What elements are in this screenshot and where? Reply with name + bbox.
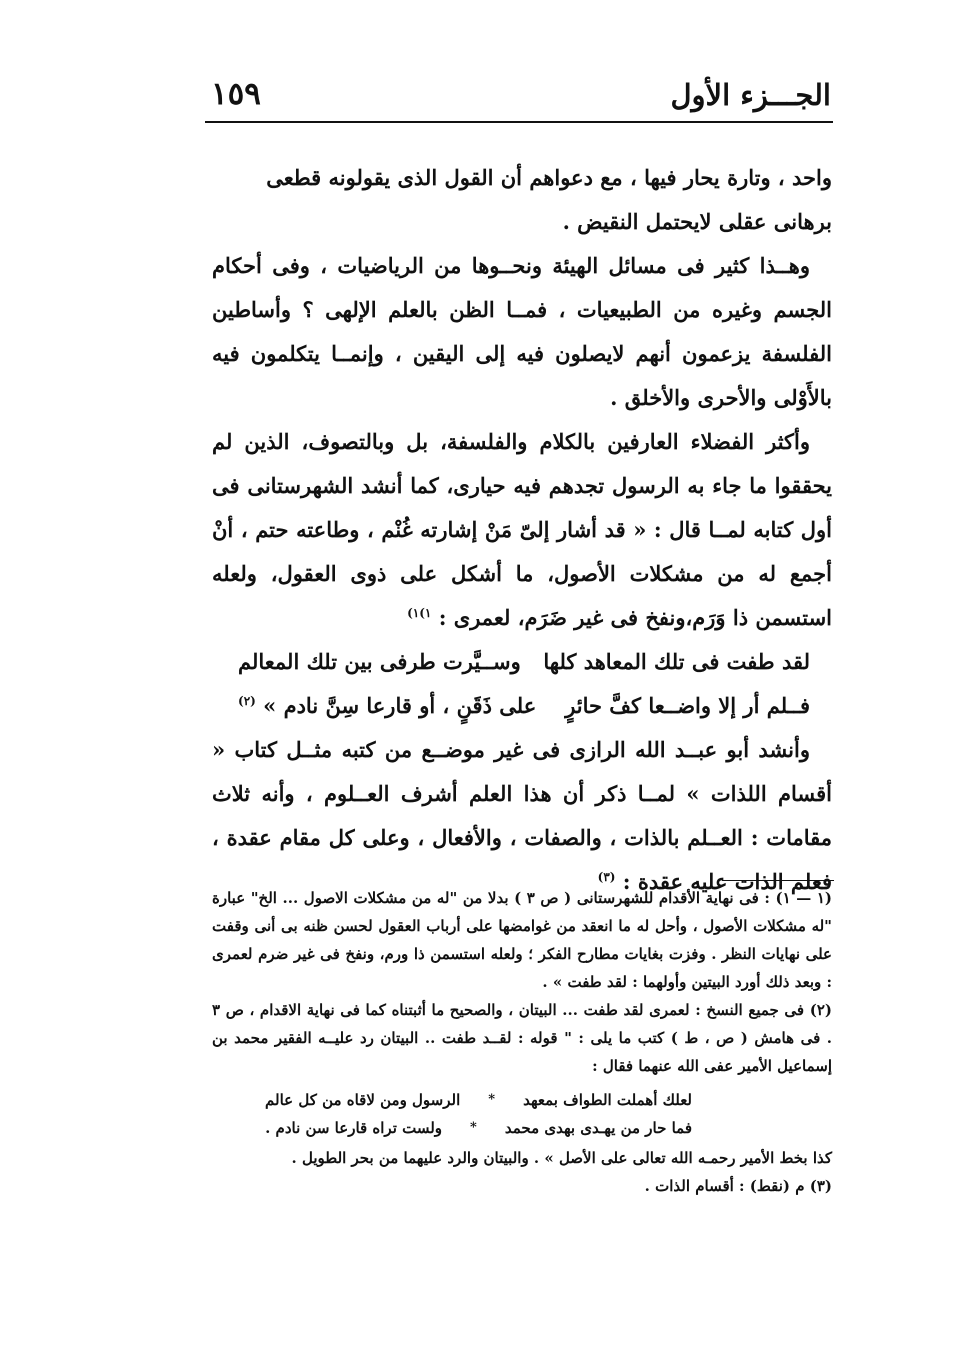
page-number: ١٥٩ [211,76,261,112]
footnote-verse-1 [212,1086,692,1114]
running-title: الجـــزء الأول [670,78,831,112]
paragraph-3 [212,420,832,640]
poem-line-2 [212,684,832,728]
footnote-verse-1-b: الرسول ومن لاقاه من كل عالم [265,1091,461,1109]
poem-line-1-first-hemistich: لقد طفت فى تلك المعاهد كلها [543,649,810,674]
paragraph-1: واحد ، وتارة يحار فيها ، مع دعواهم أن القول الذى يقولونه قطعى برهانى عقلى لايحتمل النقيض . [266,165,832,234]
paragraph-2: وهــذا كثير فى مسائل الهيئة ونحــوها من الرياضيات ، وفى أحكام الجسم وغيره من الطبيعيات ، فمــا الظن بالعلم الإلهى ؟ وأساطين الفلسفة يزعمون أنهم لايصلون فيه إلى اليقين ، وإنمــا يتكلمون فيه بالأَوْلى والأحرى والأخلق . [212,253,832,410]
verse-separator-star: * [488,1092,496,1107]
poem-line-2-first-hemistich: فــلم أر إلا واضــعا كفَّ حائرٍ [565,693,810,718]
footnote-mark-1: ١) [419,606,432,620]
footnote-verse-1-a: لعلك أهملت الطواف بمعهد [523,1091,692,1109]
header-rule [205,121,833,123]
footnote-rule [722,880,834,881]
poem [212,640,832,728]
footnote-1: (١ — ١) : فى نهاية الأقدام للشهرستانى ( ص ٣ ) بدلا من "له من مشكلات الاصول ... الخ" عبارة "له مشكلات الأصول ، وأحل له ما انعقد من غوامضها على أرباب العقول لحسن ظنه بى أنى وقفت على نهايات النظر . وفزت بغايات مطارح الفكر ؛ ولعله استسمن ذا ورم، ونفخ فى غير ضرم لعمرى : وبعد ذلك أورد البيتين وأولهما : لقد طفت » . [212,889,832,991]
paragraph-4 [212,728,832,904]
poem-line-2-second-hemistich [238,684,536,728]
paragraph-4-text: وأنشد أبو عبــد الله الرازى فى غير موضــع من كتبه مثــل كتاب « أقسام اللذات » لمــا ذكر أن هذا العلم أشرف العــلوم ، وأنه ثلاث مقامات : العــلم بالذات ، والصفات ، والأفعال ، وعلى كل مقام عقدة ، فعلم الذات عليه عقدة : [212,737,832,894]
footnote-2-end: كذا بخط الأمير رحمـه الله تعالى على الأصل » . والبيتان والرد عليهما من بحر الطويل . [291,1149,832,1167]
footnote-mark-3: (٣) [597,870,616,884]
verse-separator-star: * [470,1120,477,1135]
footnote-verse-2-a: فما حار من يهـدى بهدى محمد [504,1119,692,1137]
footnotes [212,884,832,1200]
poem-line-1-second-hemistich: وســيَّرت طرفى بين تلك المعالم [238,649,521,674]
poem-line-1 [212,640,832,684]
paragraph-3-text: وأكثر الفضلاء العارفين بالكلام والفلسفة، بل وبالتصوف، الذين لم يحققوا ما جاء به الرسول تجدهم فيه حيارى، كما أنشد الشهرستانى فى أول كتابه لمــا قال : « قد أشار إلىّ مَنْ إشارته غُنْم ، وطاعته حتم ، أنْ أجمع له من مشكلات الأصول، ما أشكل على ذوى العقول، ولعله استسمن ذا وَرَم،ونفخ فى غير ضَرَم، لعمرى : [212,429,832,630]
footnote-3: (٣) م (نقط) : أقسام الذات . [644,1177,832,1195]
footnote-mark-1b: ١) [407,606,420,620]
poem-line-2-second-text: على ذَقَنٍ ، أو قارعا سِنَّ نادم » [263,693,537,718]
footnote-mark-2: (٢) [238,694,256,708]
footnote-2: (٢) فى جميع النسخ : لعمرى لقد طفت ... البيتان ، والصحيح ما أثبتناه كما فى نهاية الاقدام ، ص ٣ . فى هامش ( ص ، ط ) كتب ما يلى : " قوله : لقــد طفت .. البيتان رد عليــه الفقير محمد بن إسماعيل الأمير عفى الله عنهما فقال : [212,1001,832,1075]
footnote-verse-2-b: ولست تراه قارعا سن نادم . [265,1119,443,1137]
footnote-2-verses [212,1086,832,1142]
main-text [212,156,832,904]
footnote-verse-2 [212,1114,692,1142]
page-header [205,72,833,120]
